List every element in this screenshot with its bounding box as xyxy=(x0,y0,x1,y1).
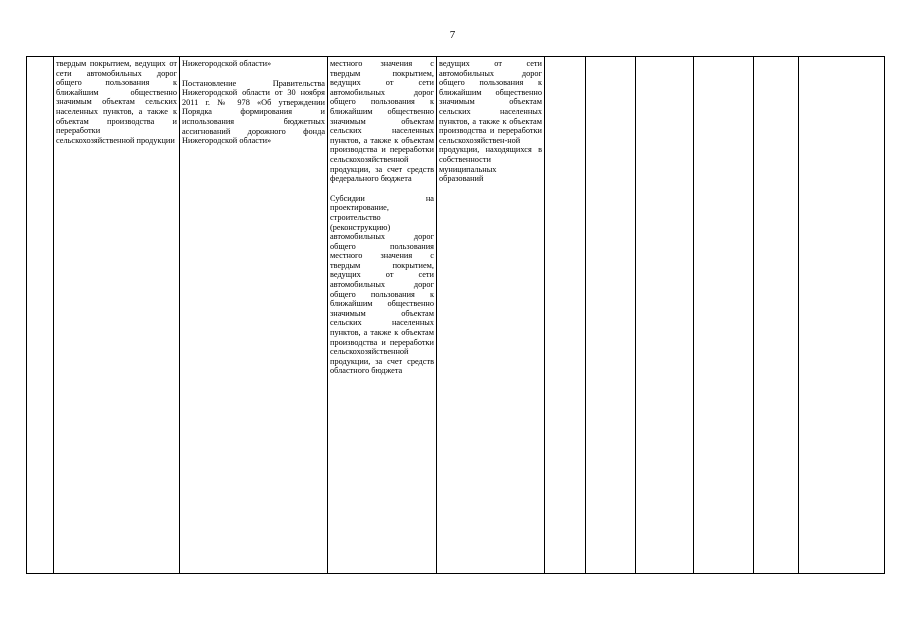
cell-text: твердым покрытием, ведущих от сети автомобильных дорог общего пользования к ближайшим общественно значимым объектам сельских населенных пунктов, а также к объектам производства и переработки сельскохозяйственной продукции xyxy=(56,59,177,145)
table-cell-number xyxy=(27,57,54,574)
table-cell-legal-basis xyxy=(180,57,328,574)
table-cell-subsidies xyxy=(328,57,437,574)
cell-text: местного значения с твердым покрытием, ведущих от сети автомобильных дорог общего пользования к ближайшим общественно значимым объектам сельских населенных пунктов, а также к объектам производства и переработки сельскохозяйственной продукции, за счет средств федерального бюджета xyxy=(330,59,434,184)
table-cell-name xyxy=(54,57,180,574)
cell-text: ведущих от сети автомобильных дорог общего пользования к ближайшим общественно значимым объектам сельских населенных пунктов, а также к объектам производства и переработки сельскохозяйствен-ной продукции, находящихся в собственности муниципальных образований xyxy=(439,59,542,184)
document-table xyxy=(26,56,885,574)
table-cell-empty xyxy=(586,57,636,574)
table-cell-description xyxy=(437,57,545,574)
cell-text: Постановление Правительства Нижегородской области от 30 ноября 2011 г. № 978 «Об утверждении Порядка формирования и использования бюджетных ассигнований дорожного фонда Нижегородской области» xyxy=(182,78,325,146)
table-cell-empty xyxy=(799,57,885,574)
table-cell-empty xyxy=(545,57,586,574)
table-cell-empty xyxy=(694,57,754,574)
cell-text: Нижегородской области» xyxy=(182,59,272,68)
page-number: 7 xyxy=(449,29,456,41)
cell-text: Субсидии на проектирование, строительство (реконструкцию) автомобильных дорог общего пользования местного значения с твердым покрытием, ведущих от сети автомобильных дорог общего пользования к ближайшим общественно значимым объектам сельских населенных пунктов, а также к объектам производства и переработки сельскохозяйственной продукции, за счет средств областного бюджета xyxy=(330,193,434,376)
table-row xyxy=(27,57,885,574)
table-cell-empty xyxy=(636,57,694,574)
table-cell-empty xyxy=(754,57,799,574)
